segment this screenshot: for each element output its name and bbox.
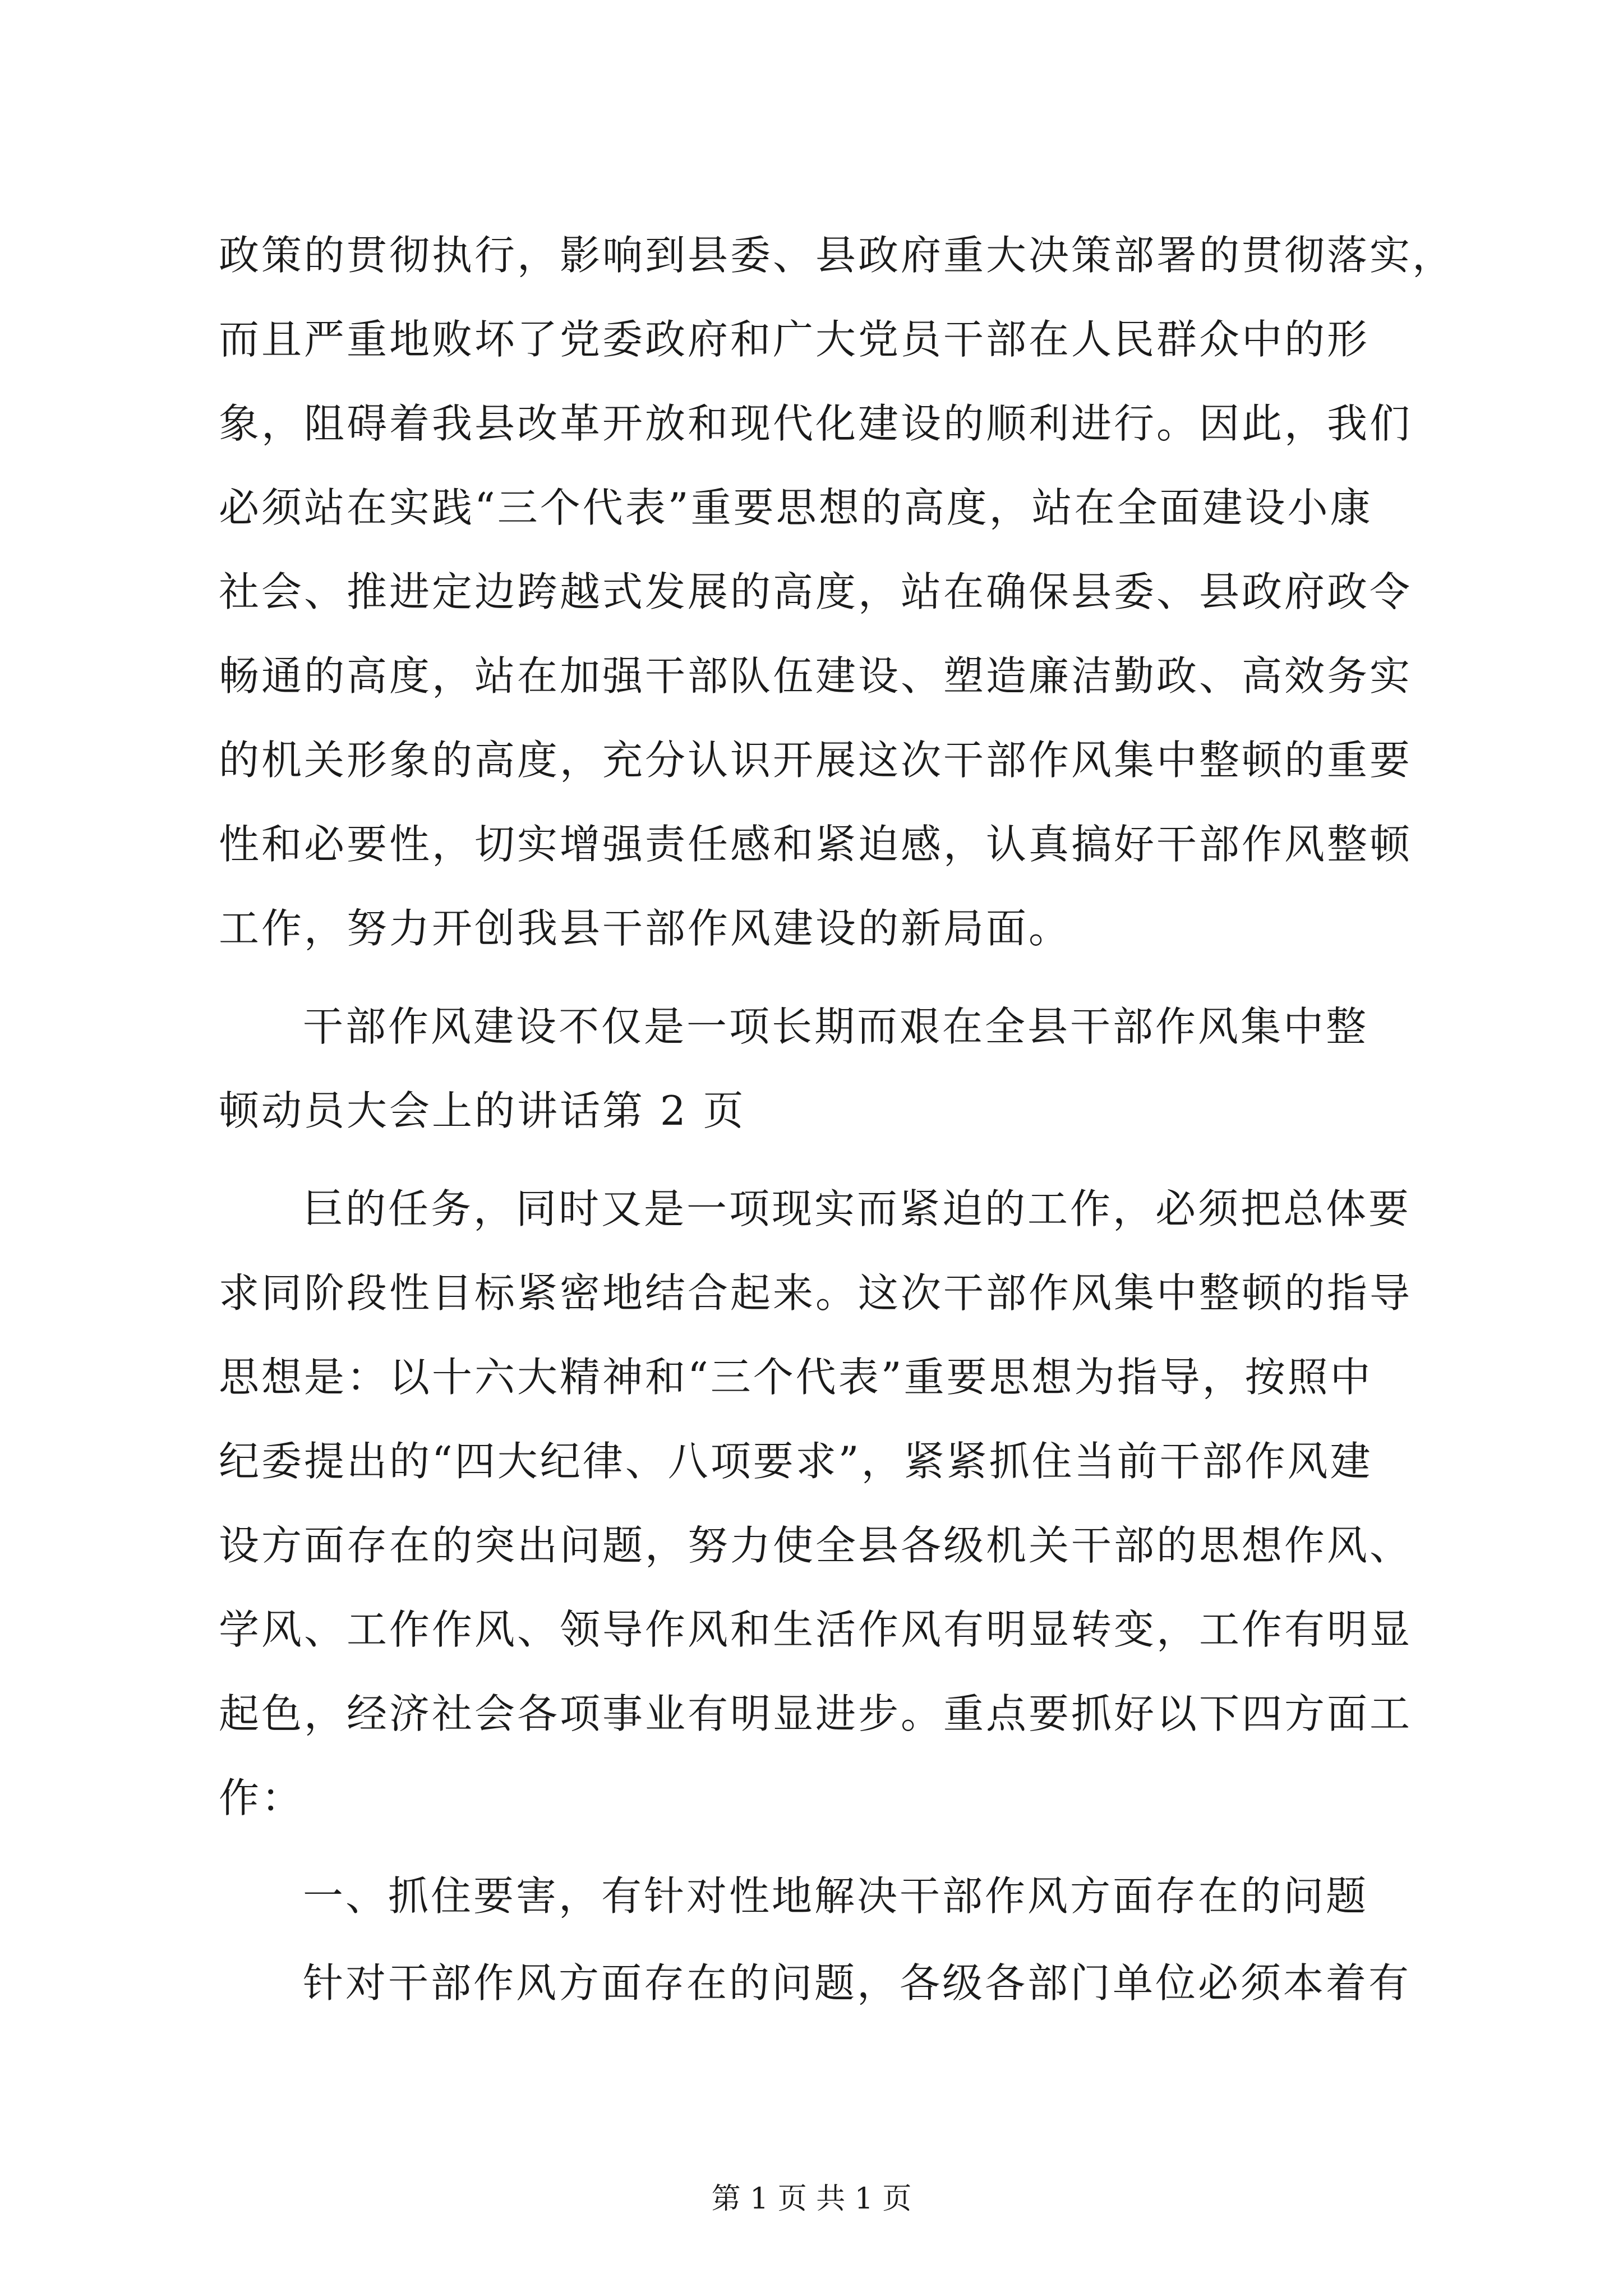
text-line: 思想是：以十六大精神和“三个代表”重要思想为指导，按照中 [219,1354,1373,1401]
text-line: 象，阻碍着我县改革开放和现代化建设的顺利进行。因此，我们 [219,400,1413,447]
paragraph-first-line: 巨的任务，同时又是一项现实而紧迫的工作，必须把总体要 [303,1185,1412,1232]
text-line: 学风、工作作风、领导作风和生活作风有明显转变，工作有明显 [219,1606,1413,1653]
text-line: 社会、推进定边跨越式发展的高度，站在确保县委、县政府政令 [219,568,1413,615]
text-line: 畅通的高度，站在加强干部队伍建设、塑造廉洁勤政、高效务实 [219,652,1413,700]
paragraph-first-line: 干部作风建设不仅是一项长期而艰在全县干部作风集中整 [303,1003,1369,1050]
text-line: 求同阶段性目标紧密地结合起来。这次干部作风集中整顿的指导 [219,1269,1413,1317]
text-line: 政策的贯彻执行，影响到县委、县政府重大决策部署的贯彻落实， [219,232,1455,279]
paragraph-first-line: 针对干部作风方面存在的问题，各级各部门单位必须本着有 [303,1959,1412,2007]
text-line: 而且严重地败坏了党委政府和广大党员干部在人民群众中的形 [219,316,1370,363]
text-line: 纪委提出的“四大纪律、八项要求”，紧紧抓住当前干部作风建 [219,1438,1373,1485]
page-footer: 第 1 页 共 1 页 [711,2182,912,2216]
text-line: 起色，经济社会各项事业有明显进步。重点要抓好以下四方面工 [219,1690,1413,1737]
text-line: 的机关形象的高度，充分认识开展这次干部作风集中整顿的重要 [219,737,1413,784]
section-heading: 一、抓住要害，有针对性地解决干部作风方面存在的问题 [303,1872,1369,1920]
text-line: 性和必要性，切实增强责任感和紧迫感，认真搞好干部作风整顿 [219,821,1413,868]
text-line: 设方面存在的突出问题，努力使全县各级机关干部的思想作风、 [219,1522,1413,1569]
text-line: 顿动员大会上的讲话第 2 页 [219,1087,746,1134]
text-line: 工作，努力开创我县干部作风建设的新局面。 [219,905,1072,952]
text-line: 必须站在实践“三个代表”重要思想的高度，站在全面建设小康 [219,484,1373,531]
text-line: 作： [219,1774,305,1821]
